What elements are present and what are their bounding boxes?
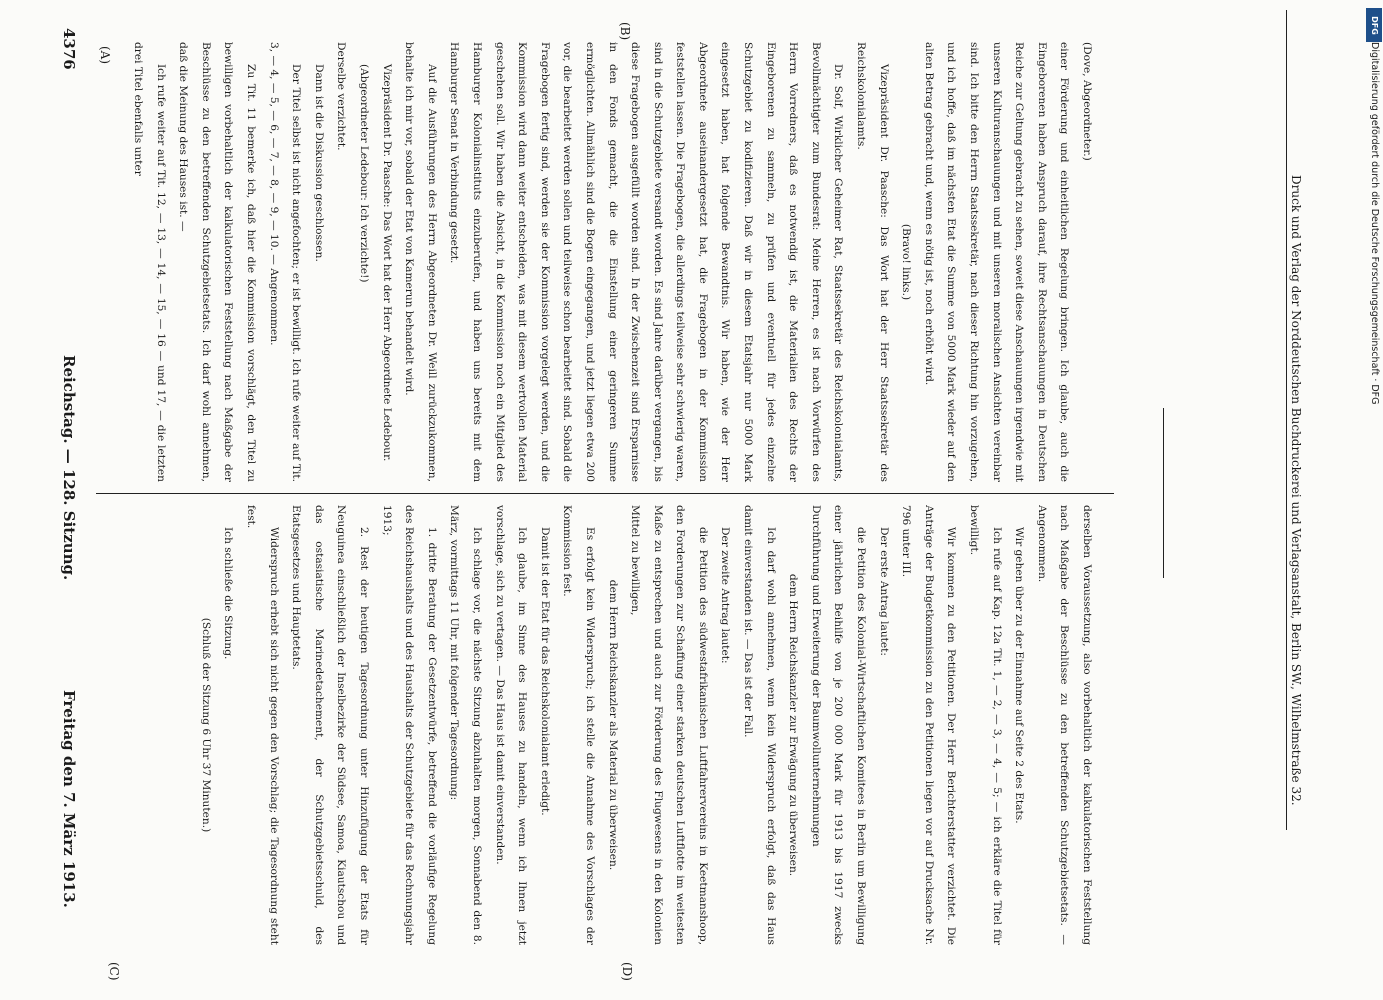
paragraph: Der erste Antrag lautet:	[877, 527, 890, 656]
paragraph: die Petition des südwestafrikanischen Luftfahrervereins in Keetmanshoop, den Forderungen zur Schaffung einer starken deutschen Luftflotte im weitesten Maße zu entsprechen und auch zur Förderung des Flugwesens in den Kolonien Mittel zu bewilligen,	[629, 505, 709, 945]
paragraph: Vizepräsident Dr. Paasche: Das Wort hat der Herr Staatssekretär des Reichskolonialamts.	[855, 42, 890, 482]
paragraph: Zu Tit. 11 bemerke ich, daß hier die Kommission vorschlägt, den Titel zu bewilligen vorbehaltlich der kalkulatorischen Feststellung nach Maßgabe der Beschlüsse zu den betreffenden Schutzgebietsetats. Ich darf wohl annehmen, daß die Meinung des Hauses ist. —	[177, 42, 258, 482]
right-column	[98, 505, 1098, 945]
paragraph: Vizepräsident Dr. Paasche: Das Wort hat der Herr Abgeordnete Ledebour.	[380, 64, 393, 462]
margin-marker-c: (C)	[107, 962, 121, 981]
paragraph: Auf die Ausführungen des Herrn Abgeordneten Dr. Weill zurückzukommen, behalte ich mir vor, sobald der Etat von Kamerun behandelt wird.	[403, 42, 438, 482]
paragraph: Widerspruch erhebt sich nicht gegen den Vorschlag; die Tagesordnung steht fest.	[245, 505, 280, 945]
paragraph: Der Titel selbst ist nicht angefochten; er ist bewilligt. Ich rufe weiter auf Tit. 3, — 4, — 5, — 6, — 7, — 8, — 9, — 10. — Angenommen.	[267, 42, 303, 482]
paragraph: Ich darf wohl annehmen, wenn kein Widerspruch erfolgt, daß das Haus damit einverstanden ist. — Das ist der Fall.	[742, 505, 777, 945]
end-rule	[1163, 408, 1164, 578]
paragraph: Wir gehen über zu der Einnahme auf Seite 2 des Etats.	[1013, 527, 1026, 824]
paragraph: (Schluß der Sitzung 6 Uhr 37 Minuten.)	[199, 617, 212, 833]
paragraph: Es erfolgt kein Widerspruch; ich stelle die Annahme des Vorschlages der Kommission fest.	[561, 505, 596, 945]
paragraph: Ich rufe auf Kap. 12a Tit. 1, — 2, — 3, — 4, — 5; — ich erkläre die Titel für bewilligt.	[968, 505, 1003, 945]
header-left-title: Reichstag. — 128. Sitzung.	[60, 355, 78, 581]
paragraph: 2. Rest der heutigen Tagesordnung unter Hinzufügung der Etats für Neuguinea einschließlich der Inselbezirke der Südsee, Samoa, Kiautschou und das ostasiatische Marinedetachement, der Schutzgebietsschuld, des Etatsgesetzes und Hauptetats.	[290, 505, 370, 945]
paragraph: dem Herrn Reichskanzler zur Erwägung zu überweisen.	[787, 573, 800, 877]
paragraph: derselben Voraussetzung, also vorbehaltlich der kalkulatorischen Feststellung nach Maßgabe der Beschlüsse zu den betreffenden Schutzgebietsetats. — Angenommen.	[1035, 505, 1093, 945]
paragraph: Damit ist der Etat für das Reichskolonialamt erledigt.	[538, 527, 551, 816]
imprint: Druck und Verlag der Norddeutschen Buchdruckerei und Verlagsanstalt, Berlin SW., Wilhelmstraße 32.	[1289, 175, 1303, 806]
running-head: (Dove, Abgeordneter.)	[1081, 42, 1093, 161]
paragraph: Derselbe verzichtet.	[335, 42, 348, 151]
dfg-logo: DFG	[1366, 8, 1382, 42]
paragraph: Dr. Solf, Wirklicher Geheimer Rat, Staatssekretär des Reichskolonialamts, Bevollmächtigter zum Bundesrat: Meine Herren, es ist nach Vorwürfen des Herrn Vorredners, daß es notwendig ist, die Materialien des Rechts der Eingeborenen zu sammeln, zu prüfen und eventuell für jedes einzelne Schutzgebiet zu kodifizieren. Daß wir in diesem Etatsjahr nur 5000 Mark eingesetzt haben, hat folgende Bewandtnis. Wir haben, wie der Herr Abgeordnete auseinandergesetzt hat, die Fragebogen in der Kommission feststellen lassen. Die Fragebogen, die allerdings teilweise sehr schwierig waren, sind in die Schutzgebiete versandt worden. Es sind Jahre darüber vergangen, bis diese Fragebogen ausgefüllt worden sind. In der Zwischenzeit sind Ersparnisse in den Fonds gemacht, die die Einstellung einer geringeren Summe ermöglichten. Allmählich sind die Bogen eingegangen, und jetzt liegen etwa 200 vor, die bearbeitet werden sollen und teilweise schon bearbeitet sind. Sobald die Fragebogen fertig sind, werden sie der Kommission vorgelegt werden, und die Kommission wird dann weiter entscheiden, was mit diesem wertvollen Material geschehen soll. Wir haben die Absicht, in die Kommission noch ein Mitglied des Hamburger Kolonialinstituts einzuberufen, und haben uns bereits mit dem Hamburger Senat in Verbindung gesetzt.	[448, 42, 845, 482]
paragraph: Wir kommen zu den Petitionen. Der Herr Berichterstatter verzichtet. Die Anträge der Budgetkommission zu den Petitionen liegen vor auf Drucksache Nr. 796 unter III.	[900, 505, 958, 945]
paragraph: Ich schließe die Sitzung.	[222, 527, 235, 660]
paragraph: die Petition des Kolonial-Wirtschaftlichen Komitees in Berlin um Bewilligung einer jährlichen Beihilfe von je 200 000 Mark für 1913 bis 1917 zwecks Durchführung und Erweiterung der Baumwollunternehmungen	[809, 505, 868, 945]
left-column	[98, 42, 1098, 482]
column-divider	[96, 493, 1114, 494]
margin-marker-a: (A)	[98, 46, 112, 65]
paragraph: Ich glaube, im Sinne des Hauses zu handeln, wenn ich Ihnen jetzt vorschlage, sich zu vertagen. — Das Haus ist damit einverstanden.	[493, 505, 529, 945]
digitization-note: Digitalisierung gefördert durch die Deutsche Forschungsgemeinschaft · DFG	[1369, 42, 1380, 405]
paragraph: Ich schlage vor, die nächste Sitzung abzuhalten morgen, Sonnabend den 8. März, vormittags 11 Uhr, mit folgender Tagesordnung:	[448, 505, 483, 945]
footer-rule	[1286, 10, 1287, 830]
paragraph: Der zweite Antrag lautet:	[719, 527, 732, 664]
margin-marker-b: (B)	[618, 22, 632, 41]
paragraph: (Bravo! links.)	[900, 223, 913, 301]
page-number: 4376	[60, 28, 78, 70]
paragraph: dem Herrn Reichskanzler als Material zu überweisen.	[606, 579, 619, 871]
paragraph: Ich rufe weiter auf Tit. 12, — 13, — 14, — 15, — 16 — und 17, — die letzten drei Titel ebenfalls unter	[132, 42, 167, 482]
header-right-title: Freitag den 7. März 1913.	[60, 690, 78, 908]
margin-marker-d: (D)	[620, 962, 634, 981]
paragraph: (Abgeordneter Ledebour: Ich verzichte!)	[358, 64, 370, 283]
paragraph: einer Förderung und einheitlichen Regelung bringen. Ich glaube, auch die Eingeborenen haben Anspruch darauf, ihre Rechtsanschauungen in Deutschen Reiche zur Geltung gebracht zu sehen, soweit diese Anschauungen irgendwie mit unseren Kulturanschauungen und mit unseren moralischen Ansichten vereinbar sind. Ich bitte den Herrn Staatssekretär, nach dieser Richtung hin vorzugehen, und ich hoffe, daß im nächsten Etat die Summe von 5000 Mark wieder auf den alten Betrag gebracht und, wenn es nötig ist, noch erhöht wird.	[922, 42, 1071, 483]
paragraph: 1. dritte Beratung der Gesetzentwürfe, betreffend die vorläufige Regelung des Reichshaushalts und des Haushalts der Schutzgebiete für das Rechnungsjahr 1913;	[380, 505, 438, 945]
paragraph: Dann ist die Diskussion geschlossen.	[312, 64, 325, 262]
